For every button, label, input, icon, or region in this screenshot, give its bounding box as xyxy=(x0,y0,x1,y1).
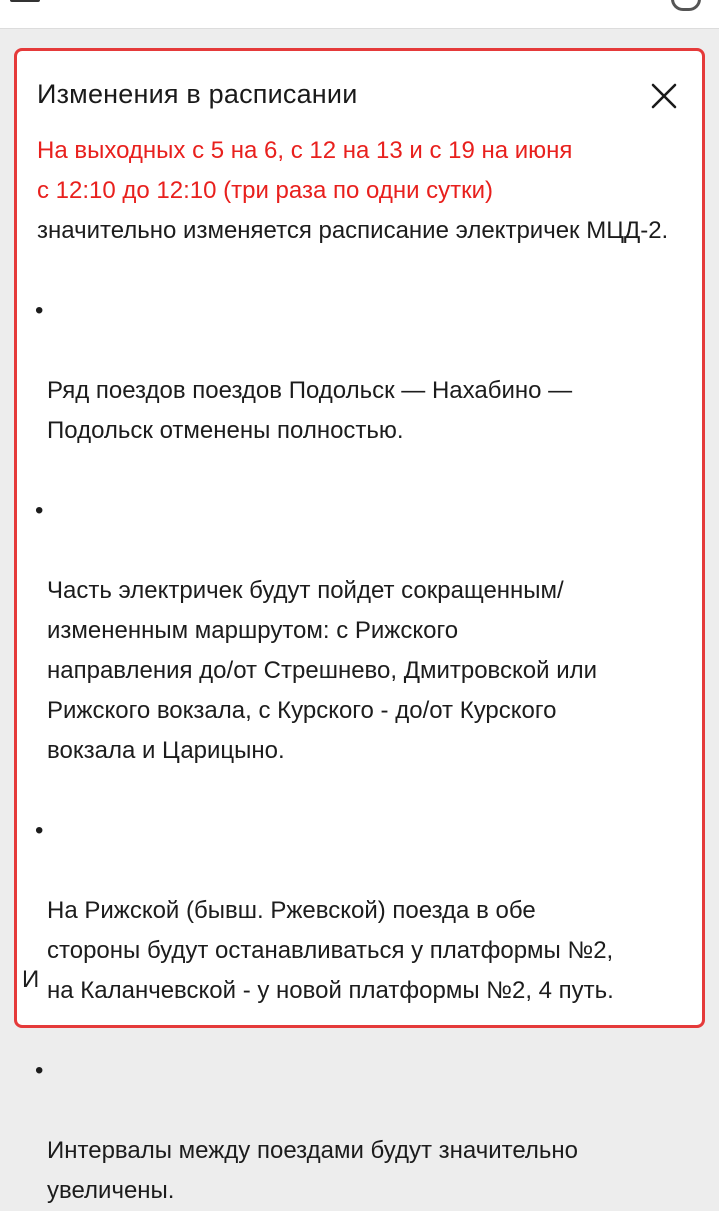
close-button[interactable] xyxy=(649,81,679,111)
card-title: Изменения в расписании xyxy=(37,79,358,109)
list-item-text: На Рижской (бывш. Ржевской) поезда в обе стороны будут останавливаться у платформы №2, на Каланчевской - у новой платформы №2, 4 путь. xyxy=(47,897,614,1004)
cut-off-text: И xyxy=(22,966,40,993)
close-icon xyxy=(649,81,679,111)
list-item xyxy=(37,291,687,451)
schedule-change-card xyxy=(14,48,705,1204)
list-item-text: Интервалы между поездами будут значительно увеличены. xyxy=(47,1137,578,1204)
intro-text: значительно изменяется расписание электричек МЦД-2. xyxy=(37,217,669,244)
list-item xyxy=(37,1051,687,1211)
list-item-text: Ряд поездов поездов Подольск — Нахабино — Подольск отменены полностью. xyxy=(47,377,573,444)
bullet-icon: • xyxy=(35,497,44,524)
profile-icon[interactable] xyxy=(671,0,701,11)
menu-icon[interactable] xyxy=(10,0,40,2)
list-item-text: Часть электричек будут пойдет сокращенным/ измененным маршрутом: с Рижского направления до/от Стрешнево, Дмитровской или Рижского вокзала, с Курского - до/от Курского вокзала и Царицыно. xyxy=(47,577,598,764)
list-item xyxy=(37,811,687,1011)
bullet-icon: • xyxy=(35,1057,44,1084)
bullet-icon: • xyxy=(35,297,44,324)
notice-body xyxy=(37,131,687,1211)
list-item xyxy=(37,491,687,771)
alert-text: На выходных с 5 на 6, с 12 на 13 и с 19 на июня с 12:10 до 12:10 (три раза по одни сутки) xyxy=(37,137,573,204)
top-bar xyxy=(0,0,719,29)
bullet-icon: • xyxy=(35,817,44,844)
